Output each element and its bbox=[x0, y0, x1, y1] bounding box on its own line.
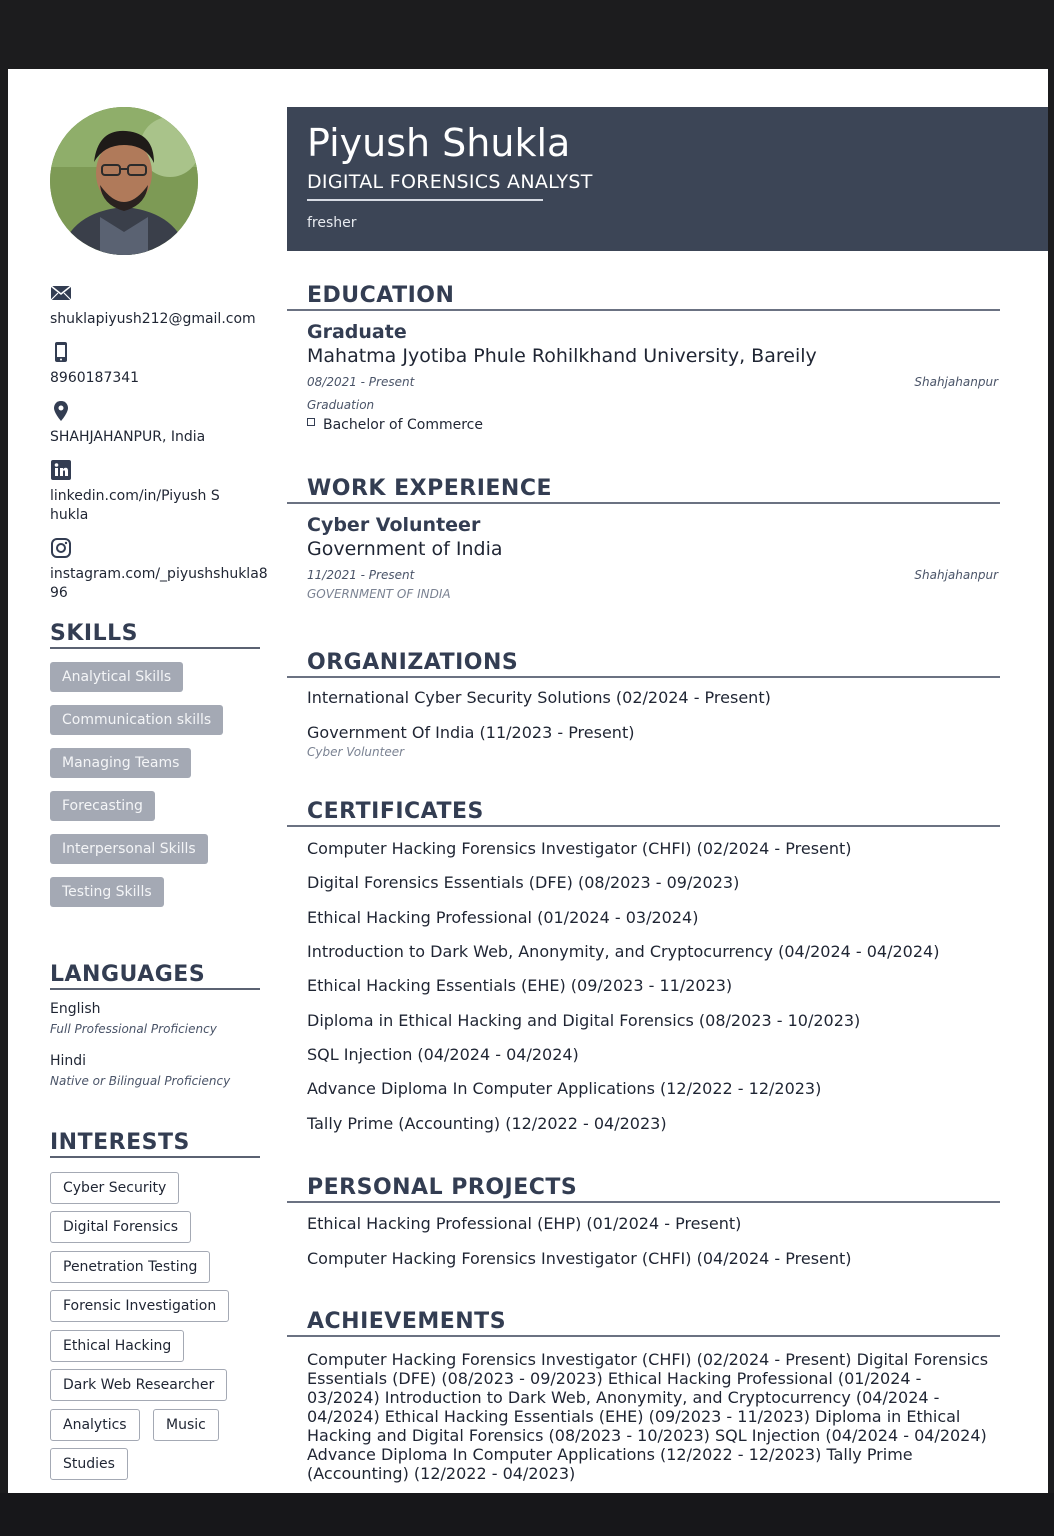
avatar bbox=[50, 107, 198, 255]
location-text: SHAHJAHANPUR, India bbox=[50, 429, 206, 445]
skill-tag: Forecasting bbox=[50, 791, 155, 821]
language-name: Hindi bbox=[50, 1053, 87, 1069]
language-level: Full Professional Proficiency bbox=[50, 1022, 217, 1036]
interest-tag: Dark Web Researcher bbox=[50, 1369, 227, 1401]
skills-heading: SKILLS bbox=[50, 621, 260, 649]
achievements-heading: ACHIEVEMENTS bbox=[287, 1309, 1000, 1337]
skill-tag: Managing Teams bbox=[50, 748, 191, 778]
education-bullet-text: Bachelor of Commerce bbox=[323, 417, 483, 433]
instagram-text: instagram.com/_piyushshukla896 bbox=[50, 566, 268, 601]
interests-heading: INTERESTS bbox=[50, 1130, 260, 1158]
certificates-heading: CERTIFICATES bbox=[287, 799, 1000, 827]
phone-text: 8960187341 bbox=[50, 370, 140, 386]
organization-role: Cyber Volunteer bbox=[307, 745, 405, 759]
linkedin-icon bbox=[50, 459, 72, 481]
work-note: GOVERNMENT OF INDIA bbox=[307, 587, 451, 601]
work-title: Cyber Volunteer bbox=[307, 514, 481, 536]
language-level: Native or Bilingual Proficiency bbox=[50, 1074, 231, 1088]
organization-item: International Cyber Security Solutions (02/2024 - Present) bbox=[307, 688, 771, 707]
certificate-item: Ethical Hacking Professional (01/2024 - 03/2024) bbox=[307, 908, 699, 927]
education-bullet bbox=[307, 417, 483, 433]
languages-heading: LANGUAGES bbox=[50, 962, 260, 990]
interest-tag: Forensic Investigation bbox=[50, 1290, 229, 1322]
interest-tag: Penetration Testing bbox=[50, 1251, 210, 1283]
contact-linkedin[interactable] bbox=[50, 459, 272, 525]
projects-heading: PERSONAL PROJECTS bbox=[287, 1175, 1000, 1203]
education-location: Shahjahanpur bbox=[914, 375, 998, 389]
location-pin-icon bbox=[50, 400, 72, 422]
skill-tag: Communication skills bbox=[50, 705, 223, 735]
certificate-item: Introduction to Dark Web, Anonymity, and Cryptocurrency (04/2024 - 04/2024) bbox=[307, 942, 940, 961]
skill-tag: Interpersonal Skills bbox=[50, 834, 208, 864]
interest-tag: Ethical Hacking bbox=[50, 1330, 184, 1362]
email-text: shuklapiyush212@gmail.com bbox=[50, 311, 256, 327]
education-institution: Mahatma Jyotiba Phule Rohilkhand University, Bareily bbox=[307, 345, 817, 367]
square-bullet-icon bbox=[307, 418, 315, 426]
work-employer: Government of India bbox=[307, 538, 503, 560]
contact-phone[interactable] bbox=[50, 341, 272, 388]
interest-tag: Studies bbox=[50, 1448, 128, 1480]
instagram-icon bbox=[50, 537, 72, 559]
education-heading: EDUCATION bbox=[287, 283, 1000, 311]
interest-tag: Digital Forensics bbox=[50, 1211, 191, 1243]
linkedin-text: linkedin.com/in/Piyush Shukla bbox=[50, 488, 220, 523]
organization-item: Government Of India (11/2023 - Present) bbox=[307, 723, 635, 742]
resume-page bbox=[8, 69, 1048, 1493]
person-name: Piyush Shukla bbox=[307, 121, 571, 165]
contact-location bbox=[50, 400, 272, 447]
education-type: Graduation bbox=[307, 398, 375, 412]
project-item: Computer Hacking Forensics Investigator (CHFI) (04/2024 - Present) bbox=[307, 1249, 852, 1268]
certificate-item: Computer Hacking Forensics Investigator (CHFI) (02/2024 - Present) bbox=[307, 839, 852, 858]
work-heading: WORK EXPERIENCE bbox=[287, 476, 1000, 504]
interest-tag: Music bbox=[153, 1409, 219, 1441]
certificate-item: Advance Diploma In Computer Applications (12/2022 - 12/2023) bbox=[307, 1079, 822, 1098]
contact-email[interactable] bbox=[50, 282, 272, 329]
skill-tag: Testing Skills bbox=[50, 877, 164, 907]
certificate-item: Diploma in Ethical Hacking and Digital Forensics (08/2023 - 10/2023) bbox=[307, 1011, 861, 1030]
education-degree: Graduate bbox=[307, 321, 407, 343]
email-icon bbox=[50, 282, 72, 304]
education-dates: 08/2021 - Present bbox=[307, 375, 415, 389]
achievements-text: Computer Hacking Forensics Investigator (CHFI) (02/2024 - Present) Digital Forensics Essentials (DFE) (08/2023 - 09/2023) Ethical Hacking Professional (01/2024 - 03/2024) Introduction to Dark Web, Anonymity, and Cryptocurrency (04/2024 - 04/2024) Ethical Hacking Essentials (EHE) (09/2023 - 11/2023) Diploma in Ethical Hacking and Digital Forensics (08/2023 - 10/2023) SQL Injection (04/2024 - 04/2024) Advance Diploma In Computer Applications (12/2022 - 12/2023) Tally Prime (Accounting) (12/2022 - 04/2023) bbox=[307, 1350, 989, 1483]
status-text: fresher bbox=[307, 215, 357, 231]
work-dates: 11/2021 - Present bbox=[307, 568, 415, 582]
language-name: English bbox=[50, 1001, 101, 1017]
bottom-frame bbox=[0, 1493, 1054, 1536]
certificate-item: Tally Prime (Accounting) (12/2022 - 04/2023) bbox=[307, 1114, 667, 1133]
contact-instagram[interactable] bbox=[50, 537, 272, 603]
certificate-item: Ethical Hacking Essentials (EHE) (09/2023 - 11/2023) bbox=[307, 976, 733, 995]
phone-icon bbox=[50, 341, 72, 363]
skill-tag: Analytical Skills bbox=[50, 662, 183, 692]
work-location: Shahjahanpur bbox=[914, 568, 998, 582]
title-underline bbox=[307, 199, 543, 201]
certificate-item: Digital Forensics Essentials (DFE) (08/2023 - 09/2023) bbox=[307, 873, 740, 892]
certificate-item: SQL Injection (04/2024 - 04/2024) bbox=[307, 1045, 579, 1064]
job-title: DIGITAL FORENSICS ANALYST bbox=[307, 171, 593, 193]
interest-tag: Analytics bbox=[50, 1409, 140, 1441]
interest-tag: Cyber Security bbox=[50, 1172, 179, 1204]
profile-photo bbox=[50, 107, 198, 255]
project-item: Ethical Hacking Professional (EHP) (01/2024 - Present) bbox=[307, 1214, 742, 1233]
header-band bbox=[287, 107, 1048, 251]
organizations-heading: ORGANIZATIONS bbox=[287, 650, 1000, 678]
